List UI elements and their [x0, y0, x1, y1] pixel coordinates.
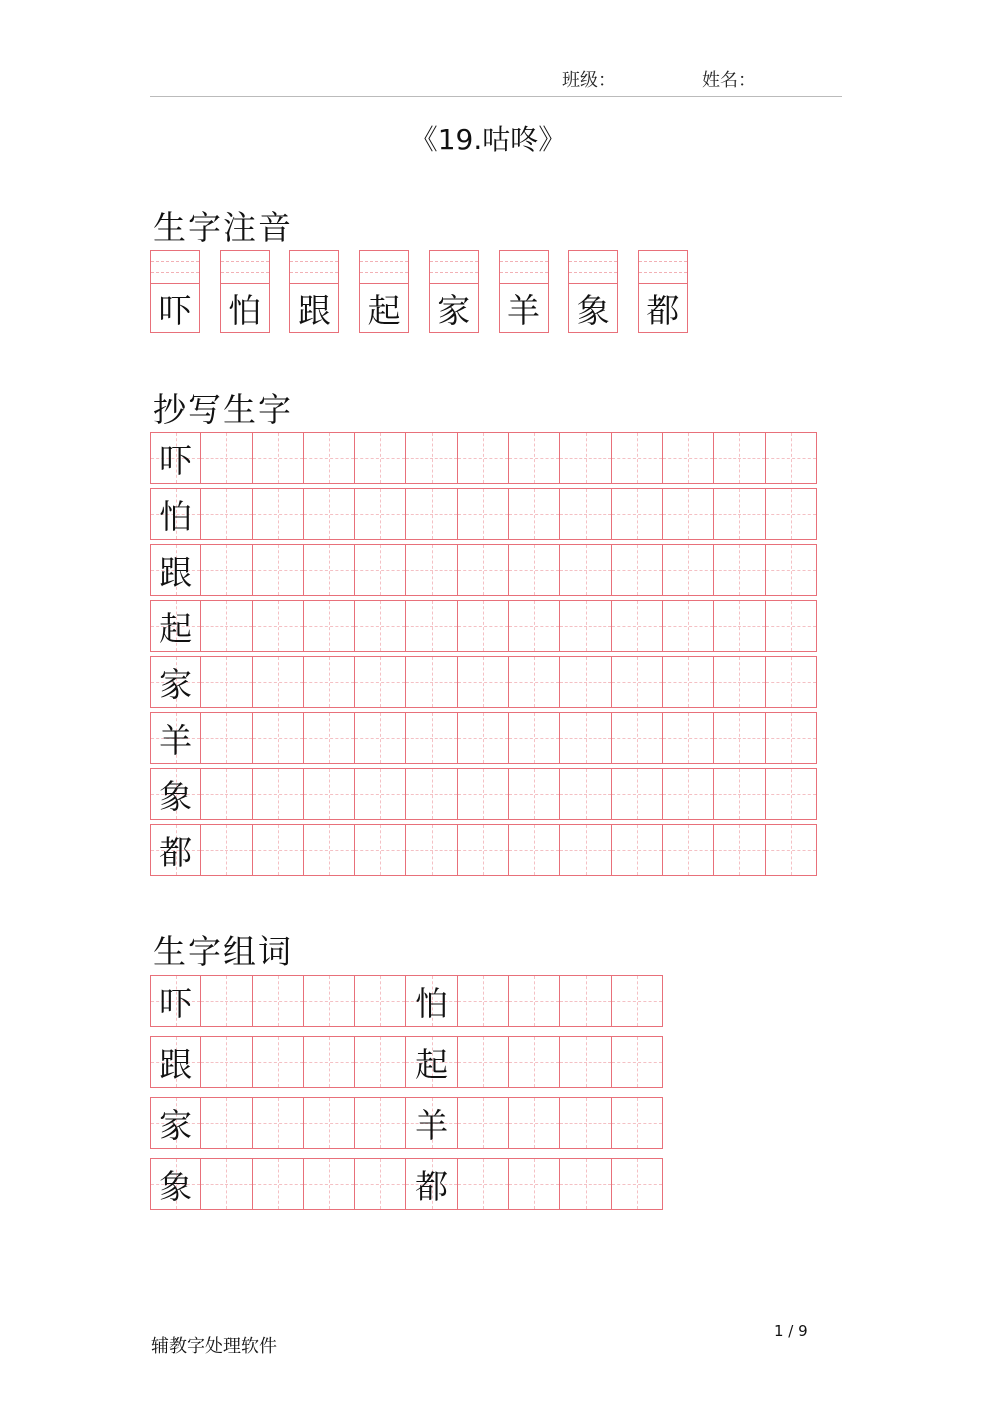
practice-cell[interactable] — [458, 768, 509, 820]
practice-cell[interactable] — [355, 824, 406, 876]
pinyin-field[interactable] — [360, 251, 408, 284]
practice-cell[interactable] — [663, 600, 714, 652]
word-cell[interactable] — [509, 1097, 560, 1149]
practice-cell[interactable] — [355, 600, 406, 652]
practice-cell[interactable] — [509, 656, 560, 708]
practice-cell[interactable] — [663, 656, 714, 708]
character-label: 怕 — [415, 983, 449, 1023]
practice-cell[interactable] — [766, 600, 817, 652]
practice-cell[interactable] — [304, 824, 355, 876]
name-label: 姓名： — [702, 70, 756, 91]
practice-cell[interactable] — [253, 432, 304, 484]
word-cell[interactable] — [201, 1097, 252, 1149]
practice-cell[interactable] — [201, 712, 252, 764]
character-label: 起 — [415, 1044, 449, 1084]
word-cell[interactable] — [509, 1036, 560, 1088]
character-label: 起 — [367, 290, 401, 330]
pinyin-box[interactable] — [220, 250, 270, 333]
character-label: 怕 — [228, 290, 262, 330]
model-character-cell — [150, 544, 201, 596]
section-title-pinyin: 生字注音 — [153, 208, 293, 247]
practice-cell[interactable] — [201, 432, 252, 484]
practice-cell[interactable] — [201, 544, 252, 596]
character-label: 家 — [159, 664, 193, 704]
practice-cell[interactable] — [355, 656, 406, 708]
practice-cell[interactable] — [406, 432, 457, 484]
practice-cell[interactable] — [458, 824, 509, 876]
character-label: 羊 — [507, 290, 540, 330]
model-character-cell — [150, 712, 201, 764]
character-label: 跟 — [159, 1044, 193, 1084]
word-cell[interactable] — [355, 975, 406, 1027]
practice-cell[interactable] — [253, 488, 304, 540]
character-label: 象 — [576, 290, 610, 330]
model-character-cell — [150, 824, 201, 876]
practice-cell[interactable] — [304, 488, 355, 540]
page-number: 1 / 9 — [774, 1322, 808, 1340]
character-label: 跟 — [159, 552, 193, 592]
pinyin-field[interactable] — [500, 251, 548, 284]
practice-cell[interactable] — [201, 656, 252, 708]
practice-cell[interactable] — [406, 768, 457, 820]
practice-cell[interactable] — [509, 768, 560, 820]
word-cell[interactable] — [253, 1097, 304, 1149]
practice-cell[interactable] — [714, 768, 765, 820]
word-cell[interactable] — [253, 1158, 304, 1210]
practice-cell[interactable] — [253, 544, 304, 596]
word-cell[interactable] — [458, 1036, 509, 1088]
page-title: 《19.咕咚》 — [409, 123, 567, 156]
practice-cell[interactable] — [714, 544, 765, 596]
practice-cell[interactable] — [458, 656, 509, 708]
practice-cell[interactable] — [406, 824, 457, 876]
word-cell[interactable] — [612, 1036, 663, 1088]
practice-cell[interactable] — [766, 656, 817, 708]
practice-cell[interactable] — [406, 712, 457, 764]
practice-cell[interactable] — [201, 488, 252, 540]
pinyin-box[interactable] — [289, 250, 339, 333]
word-cell[interactable] — [612, 1097, 663, 1149]
word-cell[interactable] — [560, 1036, 611, 1088]
model-character-cell — [406, 1158, 457, 1210]
practice-cell[interactable] — [560, 600, 611, 652]
pinyin-box[interactable] — [359, 250, 409, 333]
character-label: 家 — [437, 290, 471, 330]
practice-cell[interactable] — [355, 432, 406, 484]
word-cell[interactable] — [458, 975, 509, 1027]
word-cell[interactable] — [560, 1158, 611, 1210]
practice-cell[interactable] — [714, 488, 765, 540]
practice-cell[interactable] — [253, 768, 304, 820]
word-cell[interactable] — [509, 975, 560, 1027]
pinyin-field[interactable] — [221, 251, 269, 284]
copy-row — [150, 544, 817, 596]
model-character-cell — [150, 600, 201, 652]
model-character-cell — [150, 656, 201, 708]
practice-cell[interactable] — [509, 432, 560, 484]
word-cell[interactable] — [458, 1097, 509, 1149]
practice-cell[interactable] — [253, 600, 304, 652]
practice-cell[interactable] — [766, 544, 817, 596]
model-character-cell — [406, 1097, 457, 1149]
character-label: 起 — [159, 608, 193, 648]
practice-cell[interactable] — [458, 600, 509, 652]
word-cell[interactable] — [355, 1036, 406, 1088]
word-row — [150, 1158, 663, 1210]
word-row — [150, 1036, 663, 1088]
practice-cell[interactable] — [560, 824, 611, 876]
practice-cell[interactable] — [458, 432, 509, 484]
practice-cell[interactable] — [560, 712, 611, 764]
pinyin-field[interactable] — [569, 251, 617, 284]
character-label: 都 — [415, 1166, 449, 1206]
practice-cell[interactable] — [458, 488, 509, 540]
practice-cell[interactable] — [355, 768, 406, 820]
practice-cell[interactable] — [560, 768, 611, 820]
copy-row — [150, 768, 817, 820]
practice-cell[interactable] — [766, 712, 817, 764]
pinyin-box[interactable] — [568, 250, 618, 333]
practice-cell[interactable] — [509, 824, 560, 876]
model-character-cell — [406, 1036, 457, 1088]
character-label: 吓 — [159, 440, 193, 480]
practice-cell[interactable] — [201, 824, 252, 876]
practice-cell[interactable] — [355, 488, 406, 540]
class-label: 班级： — [562, 70, 616, 91]
practice-cell[interactable] — [663, 488, 714, 540]
practice-cell[interactable] — [612, 656, 663, 708]
character-label: 怕 — [159, 496, 193, 536]
practice-cell[interactable] — [304, 768, 355, 820]
practice-cell[interactable] — [663, 712, 714, 764]
word-cell[interactable] — [509, 1158, 560, 1210]
practice-cell[interactable] — [304, 712, 355, 764]
character-label: 都 — [159, 832, 193, 872]
practice-cell[interactable] — [612, 600, 663, 652]
model-character-cell — [406, 975, 457, 1027]
practice-cell[interactable] — [355, 712, 406, 764]
practice-cell[interactable] — [663, 432, 714, 484]
word-row — [150, 1097, 663, 1149]
model-character-cell — [150, 1036, 201, 1088]
word-cell[interactable] — [201, 975, 252, 1027]
practice-cell[interactable] — [560, 432, 611, 484]
word-cell[interactable] — [355, 1097, 406, 1149]
model-character-cell — [150, 1158, 201, 1210]
practice-cell[interactable] — [766, 432, 817, 484]
practice-cell[interactable] — [560, 656, 611, 708]
practice-cell[interactable] — [612, 488, 663, 540]
character-label: 吓 — [158, 290, 192, 330]
practice-cell[interactable] — [406, 600, 457, 652]
practice-cell[interactable] — [509, 488, 560, 540]
practice-cell[interactable] — [406, 544, 457, 596]
copy-row — [150, 600, 817, 652]
model-character-cell — [150, 1097, 201, 1149]
word-row — [150, 975, 663, 1027]
word-cell[interactable] — [560, 1097, 611, 1149]
word-cell[interactable] — [304, 975, 355, 1027]
word-cell[interactable] — [253, 1036, 304, 1088]
practice-cell[interactable] — [253, 712, 304, 764]
character-label: 吓 — [159, 983, 193, 1023]
practice-cell[interactable] — [458, 712, 509, 764]
model-character-cell — [150, 488, 201, 540]
practice-cell[interactable] — [509, 544, 560, 596]
practice-cell[interactable] — [560, 544, 611, 596]
word-cell[interactable] — [304, 1097, 355, 1149]
practice-cell[interactable] — [714, 656, 765, 708]
pinyin-box[interactable] — [429, 250, 479, 333]
copy-row — [150, 824, 817, 876]
practice-cell[interactable] — [509, 600, 560, 652]
model-character-cell — [150, 975, 201, 1027]
practice-cell[interactable] — [612, 824, 663, 876]
copy-row — [150, 656, 817, 708]
pinyin-box[interactable] — [499, 250, 549, 333]
practice-cell[interactable] — [509, 712, 560, 764]
word-cell[interactable] — [304, 1036, 355, 1088]
word-cell[interactable] — [612, 1158, 663, 1210]
practice-cell[interactable] — [663, 824, 714, 876]
word-cell[interactable] — [304, 1158, 355, 1210]
pinyin-field[interactable] — [430, 251, 478, 284]
word-cell[interactable] — [612, 975, 663, 1027]
copy-row — [150, 712, 817, 764]
word-cell[interactable] — [201, 1036, 252, 1088]
word-cell[interactable] — [201, 1158, 252, 1210]
copy-row — [150, 432, 817, 484]
word-cell[interactable] — [355, 1158, 406, 1210]
practice-cell[interactable] — [612, 768, 663, 820]
pinyin-field[interactable] — [151, 251, 199, 284]
character-label: 家 — [159, 1105, 193, 1145]
character-label: 象 — [159, 1166, 193, 1206]
practice-cell[interactable] — [406, 488, 457, 540]
section-title-words: 生字组词 — [153, 932, 293, 971]
practice-cell[interactable] — [304, 656, 355, 708]
practice-cell[interactable] — [612, 544, 663, 596]
character-label: 跟 — [297, 290, 331, 330]
practice-cell[interactable] — [766, 488, 817, 540]
practice-cell[interactable] — [612, 712, 663, 764]
practice-cell[interactable] — [304, 544, 355, 596]
practice-cell[interactable] — [766, 768, 817, 820]
word-cell[interactable] — [560, 975, 611, 1027]
practice-cell[interactable] — [714, 824, 765, 876]
practice-cell[interactable] — [304, 600, 355, 652]
practice-cell[interactable] — [663, 768, 714, 820]
pinyin-box[interactable] — [638, 250, 688, 333]
practice-cell[interactable] — [663, 544, 714, 596]
model-character-cell — [150, 768, 201, 820]
model-character-cell — [150, 432, 201, 484]
character-label: 羊 — [415, 1105, 449, 1145]
character-label: 象 — [159, 776, 193, 816]
pinyin-field[interactable] — [290, 251, 338, 284]
practice-cell[interactable] — [406, 656, 457, 708]
section-title-copy: 抄写生字 — [153, 390, 293, 429]
practice-cell[interactable] — [253, 656, 304, 708]
practice-cell[interactable] — [766, 824, 817, 876]
word-cell[interactable] — [458, 1158, 509, 1210]
character-label: 都 — [646, 290, 680, 330]
practice-cell[interactable] — [714, 712, 765, 764]
practice-cell[interactable] — [612, 432, 663, 484]
practice-cell[interactable] — [714, 432, 765, 484]
copy-row — [150, 488, 817, 540]
character-label: 羊 — [159, 720, 193, 760]
header-divider — [150, 96, 842, 97]
footer-software: 辅教字处理软件 — [151, 1336, 277, 1357]
practice-cell[interactable] — [201, 600, 252, 652]
practice-cell[interactable] — [560, 488, 611, 540]
practice-cell[interactable] — [714, 600, 765, 652]
pinyin-field[interactable] — [639, 251, 687, 284]
practice-cell[interactable] — [304, 432, 355, 484]
word-cell[interactable] — [253, 975, 304, 1027]
practice-cell[interactable] — [355, 544, 406, 596]
pinyin-box[interactable] — [150, 250, 200, 333]
practice-cell[interactable] — [253, 824, 304, 876]
practice-cell[interactable] — [201, 768, 252, 820]
practice-cell[interactable] — [458, 544, 509, 596]
